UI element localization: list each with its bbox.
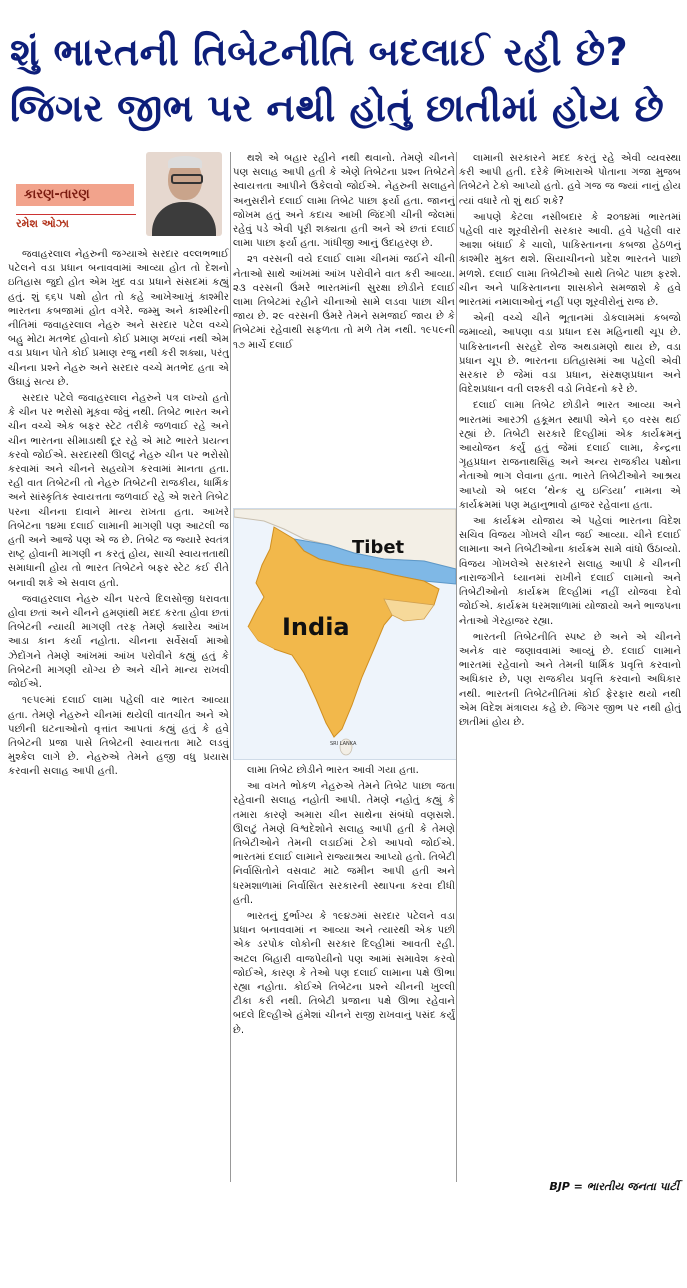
headline-banner [0,0,687,150]
paragraph: ભારતની તિબેટનીતિ સ્પષ્ટ છે અને એ ચીનને અનેક વાર જણાવવામાં આવ્યું છે. દલાઈ લામાને ભારતમાં રહેવાનો અને તેમની ધાર્મિક પ્રવૃત્તિ કરવાનો અધિકાર છે, પણ રાજકીય પ્રવૃત્તિ કરવાનો અધિકાર નથી. ભારતની તિબેટનીતિમાં કોઈ ફેરફાર થયો નથી એમ વિદેશ મંત્રાલય કહે છે. જિગર જીભ પર નથી હોતું છાતીમાં હોય છે. [459,631,681,728]
paragraph: આ કાર્યક્રમ યોજાય એ પહેલાં ભારતના વિદેશ સચિવ વિજય ગોખલે ચીન જઈ આવ્યા. ચીને દલાઈ લામાના અને તિબેટીઓના કાર્યક્રમ સામે વાંધો ઉઠાવ્યો. વિજય ગોખલેએ સરકારને સલાહ આપી કે ચીનની નારાજગીને ધ્યાનમાં રાખીને દલાઈ લામાનો અને તિબેટીઓનો કાર્યક્રમ દિલ્હીમાં નહીં યોજવા દેવો જોઈએ. કાર્યક્રમ ધરમશાળામાં યોજાયો અને ભાજપના નેતાઓ ગેરહાજર રહ્યા. [459,516,681,627]
india-tibet-map [233,508,457,760]
paragraph: આપણે કેટલા નસીબદાર કે ૨૦૧૪માં ભારતમાં પહેલી વાર શૂરવીરોની સરકાર આવી. હવે પહેલી વાર આશા બંધાઈ કે ચાલો, પાકિસ્તાનના કબજા હેઠળનું કાશ્મીર મુક્ત થશે. સિયાચીનનો પ્રદેશ ભારતને પાછો મળશે. દલાઈ લામા તિબેટીઓ સાથે તિબેટ પાછા ફરશે. ચીન અને પાકિસ્તાનના શાસકોને સમજાશે કે હવે ભારતમાં નમાલાઓનું નહીં પણ શૂરવીરોનું રાજ છે. [459,211,681,309]
paragraph: ૧૯૫૯માં દલાઈ લામા પહેલી વાર ભારત આવ્યા હતા. તેમણે નેહરુને ચીનમાં થયેલી વાતચીત અને એ પછીની ઘટનાઓનો વૃત્તાંત આપતાં કહ્યું હતું કે હવે તિબેટની પ્રજા પાસે તિબેટની સ્વાયત્તતા માટે લડવું મુશ્કેલ લાગે છે. નેહરુએ તેમને હજી વધુ પ્રયાસ કરવાની સલાહ આપી હતી. [8,695,229,778]
footer-note: BJP = ભારતીય જનતા પાર્ટી [549,1180,679,1193]
paragraph: દલાઈ લામા તિબેટ છોડીને ભારત આવ્યા અને ભારતમાં આરઝી હકૂમત સ્થાપી એને ૬૦ વરસ થઈ રહ્યાં છે. તિબેટી સરકારે દિલ્હીમાં એક કાર્યક્રમનું આયોજન કર્યું હતું જેમાં દલાઈ લામા, કેન્દ્રના ગૃહપ્રધાન રાજનાથસિંહ અને અન્ય રાજકીય પક્ષોના નેતાઓ ભાગ લેવાના હતા. ભારતે તિબેટીઓને આશ્રય આપ્યો એ બદલ ‘થેન્ક યુ ઇન્ડિયા’ નામના એ કાર્યક્રમમાં પણ મહાનુભાવો હાજર રહેવાના હતા. [459,400,681,511]
paragraph: લામા તિબેટ છોડીને ભારત આવી ગયા હતા. [247,765,419,776]
headline-line-1: શું ભારતની તિબેટનીતિ બદલાઈ રહી છે? [10,30,629,74]
paragraph: સરદાર પટેલે જવાહરલાલ નેહરુને પત્ર લખ્યો હતો કે ચીન પર ભરોસો મૂકવા જેવું નથી. તિબેટ ભારત અને ચીન વચ્ચે એક બફર સ્ટેટ તરીકે જળવાઈ રહે અને ચીન ભારતના સીમાડાથી દૂર રહે એ માટે ભારતે પ્રયત્ન કરવો જોઈએ. સરદારથી ઊલટું નેહરુ ચીન પર ભરોસો કરવામાં અને ચીનને સહયોગ કરવામાં માનતા હતા. રહી વાત તિબેટની તો નેહરુ તિબેટની રાજકીય, ધાર્મિક અને સાંસ્કૃતિક સ્વાયત્તતા જળવાઈ રહે એ શરતે તિબેટ પરના ચીનના દાવાને માન્ય રાખતા હતા. આખરે તિબેટના ૧૪મા દલાઈ લામાની માગણી પણ આટલી જ હતી અને આજે પણ એ જ છે. તિબેટ જ જ્યારે સ્વતંત્ર રાષ્ટ્ર હોવાની માગણી ન કરતું હોય, સાચી સ્વાયત્તતાથી સમાધાની હોય તો ભારત તિબેટને બફર સ્ટેટ કઈ રીતે બનાવી શકે એ સવાલ હતો. [8,393,229,589]
paragraph: એની વચ્ચે ચીને ભૂતાનમાં ડોકલામમાં કબજો જમાવ્યો, આપણા વડા પ્રધાન દસ મહિનાથી ચૂપ છે. પાકિસ્તાનની સરહદે રોજ અથડામણો થાય છે, વડા પ્રધાન ચૂપ છે. ભારતના ઇતિહાસમાં આ પહેલી એવી સરકાર છે જેમાં વડા પ્રધાન, સંરક્ષણપ્રધાન અને વિદેશપ્રધાન વતી લશ્કરી વડો નિવેદનો કરે છે. [459,313,681,396]
headline-line-2: જિગર જીભ પર નથી હોતું છાતીમાં હોય છે [10,86,665,130]
paragraph: આ વખતે ભોકળ નેહરુએ તેમને તિબેટ પાછા જતા રહેવાની સલાહ નહોતી આપી. તેમણે નહોતું કહ્યું કે તમારા કારણે અમારા ચીન સાથેના સંબંધો વણસશે. ઊલટું તેમણે વિશ્વદેશોને સલાહ આપી હતી કે તેમણે તિબેટીઓને તેમની લડાઈમાં ટેકો આપવો જોઈએ. ભારતમાં દલાઈ લામાને રાજ્યાશ્રય આપ્યો હતો. તિબેટી નિર્વાસિતોને વસવાટ માટે જમીન આપી હતી અને ધરમશાળામાં નિર્વાસિત સરકારની સ્થાપના કરવા દીધી હતી. [233,781,455,906]
author-portrait [146,152,222,236]
map-label-tibet: Tibet [352,537,405,558]
map-label-india: India [282,613,350,641]
paragraph: જવાહરલાલ નેહરુ ચીન પરત્વે દિલસોજી ધરાવતા હોવા છતાં અને ચીનને હમણાંથી મદદ કરતા હોવા છતાં તિબેટની ન્યાયી માગણી તરફ તેમણે ક્યારેય આંખ આડા કાન કર્યા નહોતા. ચીનના સર્વેસર્વા માઓ ઝેદોંગને તેમણે આંખમાં આંખ પરોવીને કહ્યું હતું કે તિબેટની માગણી યોગ્ય છે અને ચીને માન્ય રાખવી જોઈએ. [8,593,229,691]
map-label-sri-lanka: SRI LANKA [330,741,357,747]
paragraph: ભારતનું દુર્ભાગ્ય કે ૧૯૪૭માં સરદાર પટેલને વડા પ્રધાન બનાવવામાં ન આવ્યા અને ત્યારથી એક પછી એક ડરપોક લોકોની સરકાર દિલ્હીમાં આવતી રહી. અટલ બિહારી વાજપેયીનો પણ આમાં સમાવેશ કરવો જોઈએ, કારણ કે તેઓ પણ દલાઈ લામાના પક્ષે ઊભા રહ્યા નહોતા. કોઈએ તિબેટના પ્રશ્ને ચીનની ખુલ્લી ટીકા કરી નથી. તિબેટી પ્રજાના પક્ષે ઊભા રહેવાને બદલે દિલ્હીએ હંમેશાં ચીનને રાજી રાખવાનું પસંદ કર્યું છે. [233,911,455,1036]
paragraph: લામાની સરકારને મદદ કરતું રહે એવી વ્યવસ્થા કરી આપી હતી. દરેકે ભિખારાએ પોતાના ગજા મુજબ તિબેટને ટેકો આપ્યો હતો. હવે ગજ જ જ્યાં નાનું હોય ત્યાં વધારે તો શું થઈ શકે? [459,153,681,207]
paragraph: થશે એ બહાર રહીને નથી થવાનો. તેમણે ચીનને પણ સલાહ આપી હતી કે એણે તિબેટના પ્રશ્ન તિબેટને સ્વાયત્તતા આપીને ઉકેલવો જોઈએ. નેહરુની સલાહને અનુસરીને દલાઈ લામા તિબેટ પાછા ફર્યા હતા. જાનનું જોખમ હતું અને કદાચ આખી જિંદગી ચીની જેલમાં રહેવું પડે એવી પૂરી શક્યતા હતી અને એ છતાં દલાઈ લામા પાછા ફર્યા હતા. ગાંધીજી આનું ઉદાહરણ છે. [233,153,455,250]
column-byline [8,152,229,246]
article-column-3 [459,152,681,1192]
column-divider [230,152,231,1182]
column-name: કારણ-તારણ [16,184,134,206]
column-divider [456,152,457,1182]
paragraph: જવાહરલાલ નેહરુની જગ્યાએ સરદાર વલ્લભભાઈ પટેલને વડા પ્રધાન બનાવવામાં આવ્યા હોત તો દેશનો ઇતિહાસ જુદો હોત એમ ખુદ વડા પ્રધાને સંસદમાં કહ્યું હતું. શું ૬૬૫ પક્ષો હોત તો કહે આખેઆખું કાશ્મીર ભારતના કબજામાં હોત વગેરે. જમ્મુ અને કાશ્મીરની નીતિમાં જવાહરલાલ નેહરુ અને સરદાર પટેલ વચ્ચે બહુ મોટા મતભેદ હોવાનો કોઈ પ્રમાણ મળ્યાં નથી એમ વડા પ્રધાન પોતે કોઈ પ્રમાણ રજુ નથી કરી શક્યા, પરંતુ ચીનના પ્રશ્ને નેહરુ અને સરદાર વચ્ચે મતભેદ હતા એ ઉઘાડું સત્ય છે. [8,249,229,388]
author-name: રમેશ ઓઝા [16,214,136,231]
article-column-1 [8,248,229,1288]
paragraph: ૨૧ વરસની વયે દલાઈ લામા ચીનમાં જઈને ચીની નેતાઓ સાથે આંખમાં આંખ પરોવીને વાત કરી આવ્યા. ૨૩ વરસની ઉંમરે ભારતમાંની સુરક્ષા છોડીને દલાઈ લામા તિબેટમાં રહીને ચીનાઓ સામે લડવા પાછા ચીન જાય છે. ૨૯ વરસની ઉંમરે તેમને સમજાઈ જાય છે કે તિબેટમાં રહેવાથી સફળતા તો મળે તેમ નથી. ૧૯૫૯ની ૧૭ માર્ચે દલાઈ [233,254,455,351]
